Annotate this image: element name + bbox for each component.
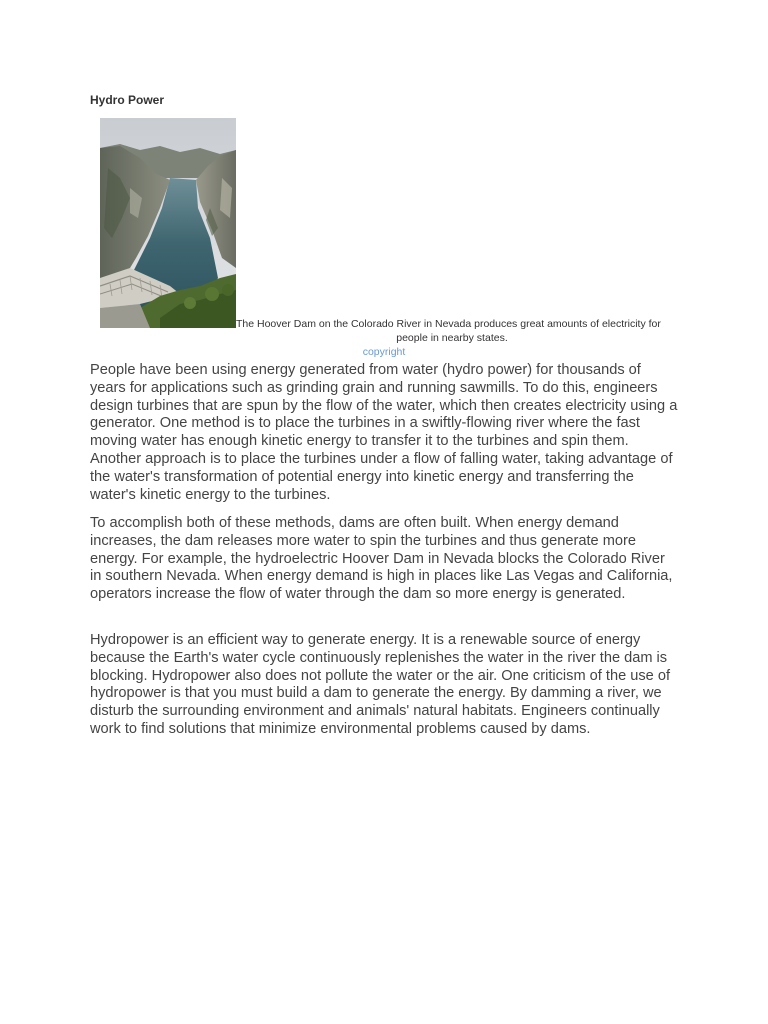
caption-line-1: The Hoover Dam on the Colorado River in Nevada produces great amounts of electricity for <box>236 318 661 330</box>
dam-canyon-photo <box>100 118 236 328</box>
figure-caption <box>236 317 668 345</box>
paragraph-3: Hydropower is an efficient way to generate energy. It is a renewable source of energy because the Earth's water cycle continuously replenishes the water in the river the dam is blocking. Hydropower also does not pollute the water or the air. One criticism of the use of hydropower is that you must build a dam to generate the energy. By damming a river, we disturb the surrounding environment and animals' natural habitats. Engineers continually work to find solutions that minimize environmental problems caused by dams. <box>90 632 670 737</box>
page-title: Hydro Power <box>90 93 165 107</box>
paragraph-2: To accomplish both of these methods, dams are often built. When energy demand increases, the dam releases more water to spin the turbines and thus generate more energy. For example, the hydroelectric Hoover Dam in Nevada blocks the Colorado River in southern Nevada. When energy demand is high in places like Las Vegas and California, operators increase the flow of water through the dam so more energy is generated. <box>90 515 673 603</box>
paragraph-1: People have been using energy generated from water (hydro power) for thousands of years for applications such as grinding grain and running sawmills. To do this, engineers design turbines that are spun by the flow of the water, which then creates electricity using a generator. One method is to place the turbines in a swiftly-flowing river where the fast moving water has enough kinetic energy to transfer it to the turbines and spin them. Another approach is to place the turbines under a flow of falling water, taking advantage of the water's transformation of potential energy into kinetic energy and transferring the water's kinetic energy to the turbines. <box>90 362 678 503</box>
caption-line-2: people in nearby states. <box>396 332 508 344</box>
copyright-link[interactable]: copyright <box>362 346 406 358</box>
